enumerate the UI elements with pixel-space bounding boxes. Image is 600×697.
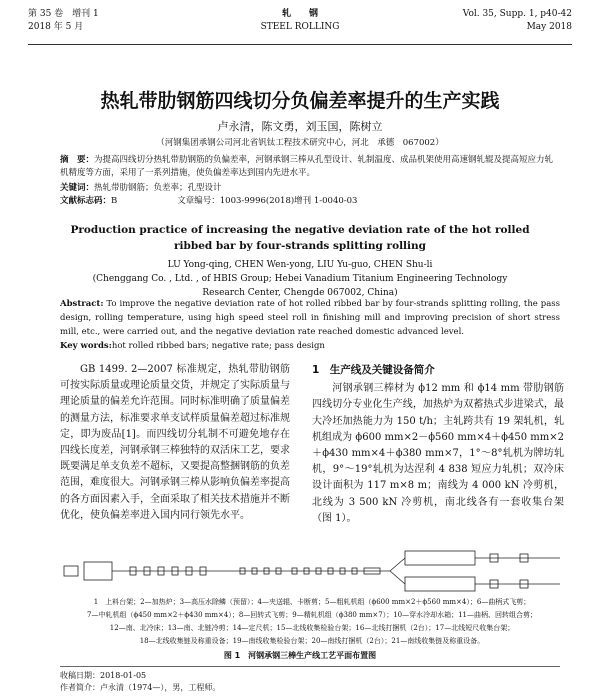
english-keywords-text: hot rolled ribbed bars; negative rate; pass design: [111, 341, 325, 351]
reheating-furnace: [84, 562, 112, 580]
abstract-block: [60, 154, 560, 180]
abstract-label: 摘 要：: [60, 155, 95, 165]
article-id: 文章编号：1003-9996(2018)增刊 1-0040-03: [177, 196, 358, 206]
english-keywords-label: Key words:: [60, 341, 112, 351]
english-abstract-label: Abstract:: [60, 299, 104, 309]
abstract-text: 为提高四线切分热轧带肋钢筋的负偏差率，河钢承钢三棒从孔型设计、轧制温度、成品机架使用高速钢轧辊及提高短应力轧机精度等方面，采用了一系列措施，使负偏差率达到国内先进水平。: [60, 155, 554, 178]
date-cn: 2018 年 5 月: [28, 22, 84, 32]
received-date: 收稿日期：2018-01-05: [60, 671, 147, 680]
author-info: 作者简介：卢永清（1974—），男，工程师。: [60, 683, 221, 692]
english-abstract-text: To improve the negative deviation rate of hot rolled ribbed bar by four-strands splitting rolling, the pass design, rolling temperature, using high speed steel roll in finishing mill and improving precision of short stress mill, etc., were carried out, and the negative deviation rate reached domestic advanced level.: [60, 299, 560, 337]
clc-label: 文献标志码：: [60, 196, 112, 206]
affiliation: （河钢集团承钢公司河北省钒钛工程技术研究中心，河北 承德 067002）: [156, 138, 444, 148]
legend-line-2: 7—中轧机组（ϕ450 mm×2＋ϕ430 mm×4）；8—回转式飞剪；9—精轧机组（ϕ380 mm×7）；10—穿水冷却水箱；11—曲柄、回转组合剪；: [86, 611, 538, 619]
english-affiliation-1: (Chenggang Co. , Ltd. , of HBIS Group; Hebei Vanadium Titanium Engineering Technology: [92, 274, 508, 284]
english-authors-block: [0, 258, 600, 300]
keywords-text: 热轧带肋钢筋；负差率；孔型设计: [94, 183, 222, 193]
clc-value: B: [111, 196, 118, 206]
north-cooling-bed: [405, 551, 475, 565]
section-1-text: 河钢承钢三棒材为 ϕ12 mm 和 ϕ14 mm 带肋钢筋四线切分专业化生产线，加热炉为双蓄热式步进梁式，最大冷坯加热能力为 150 t/h；主轧跨共有 19 架轧机，轧机组成为 ϕ600 mm×2－ϕ560 mm×4＋ϕ450 mm×2＋ϕ430 mm×4＋ϕ380 mm×7，1°～8°轧机为牌坊轧机，9°～19°轧机为达涅利 4 838 短应力轧机；双冷床设计面积为 117 m×8 m；南线为 4 000 kN 冷剪机，北线为 3 500 kN 冷剪机，南北线各有一套收集台架（图 1）。: [312, 383, 564, 524]
figure-1-legend-tail: [60, 635, 564, 648]
volume-cn: 第 35 卷 增刊 1: [28, 9, 99, 19]
english-affiliation-2: Research Center, Chengde 067002, China): [202, 288, 398, 298]
legend-line-3: 12—南、北冷床；13—南、北链冷剪；14—定尺机；15—北线收集检验台架；16—北线打捆机（2台）；17—北线短尺收集台架；: [109, 624, 515, 632]
charging-table: [64, 566, 78, 576]
legend-line-1: 1 上料台架；2—加热炉；3—高压水除鳞（预留）；4—夹送辊、卡断剪；5—粗轧机组（ϕ600 mm×2＋ϕ560 mm×4）；6—曲柄式飞剪；: [93, 598, 531, 606]
english-abstract-block: [60, 297, 560, 353]
section-1-heading: 1 生产线及关键设备简介: [312, 364, 435, 376]
paper-title: 热轧带肋钢筋四线切分负偏差率提升的生产实践: [100, 90, 500, 112]
keywords-block: [60, 182, 560, 195]
footnote: [60, 666, 560, 694]
keywords-label: 关键词：: [60, 183, 95, 193]
running-header: [28, 8, 572, 48]
header-rule: [28, 44, 572, 45]
header-right: [463, 8, 572, 34]
date-en: May 2018: [526, 22, 572, 32]
figure-1-layout-diagram: [60, 548, 564, 592]
journal-cn: 轧 钢: [281, 9, 318, 19]
intro-text: GB 1499. 2—2007 标准规定，热轧带肋钢筋可按实际质量或理论质量交货，并规定了实际质量与理论质量的偏差允许范围。同时标准明确了质量偏差的测量方法，标准要求单支试样质量偏差超过标准规定，即为废品[1]。而四线切分轧制不可避免地存在四线长度差，河钢承钢三棒独特的双活床工艺，要求既要满足单支负差不超标，又要提高整捆钢筋的负差范围，难度很大。河钢承钢三棒从影响负偏差率提高的各方面因素入手，全面采取了相关技术措施并不断优化，使负偏差率进入国内同行领先水平。: [60, 364, 290, 521]
authors: 卢永清，陈文勇，刘玉国，陈树立: [217, 120, 383, 133]
english-title-line-1: Production practice of increasing the negative deviation rate of the hot rolled: [70, 224, 530, 236]
journal-en: STEEL ROLLING: [260, 22, 340, 32]
figure-1-caption: 图 1 河钢承钢三棒生产线工艺平面布置图: [223, 651, 377, 660]
legend-line-4: 18—北线收集链及称重设备；19—南线收集检验台架；20—南线打捆机（2台）；21—南线收集链及称重设备。: [139, 637, 485, 645]
south-cooling-bed: [405, 577, 475, 591]
english-title-line-2: ribbed bar by four-strands splitting rolling: [173, 240, 427, 252]
classification-block: [60, 195, 560, 208]
english-authors: LU Yong-qing, CHEN Wen-yong, LIU Yu-guo, CHEN Shu-li: [167, 260, 433, 270]
section-1: [312, 362, 564, 527]
intro-paragraph: [60, 362, 290, 524]
figure-1-legend: [60, 596, 564, 635]
english-title: [0, 222, 600, 254]
volume-en: Vol. 35, Supp. 1, p40-42: [462, 9, 572, 19]
